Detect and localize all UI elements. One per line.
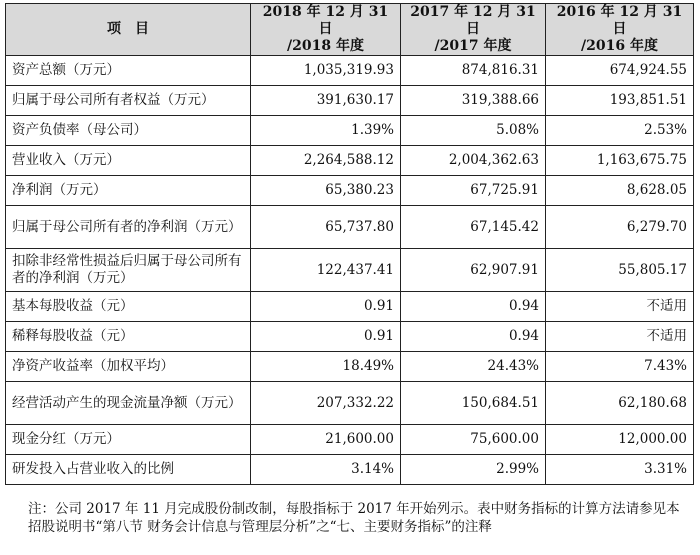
cell-value: 0.91: [251, 292, 401, 322]
row-label: 归属于母公司所有者权益（万元）: [6, 86, 251, 116]
table-row: [6, 116, 694, 146]
cell-value: 2.99%: [401, 455, 546, 485]
row-label: 资产负债率（母公司）: [6, 116, 251, 146]
cell-value: 62,907.91: [401, 249, 546, 292]
cell-value: 3.14%: [251, 455, 401, 485]
cell-value: 7.43%: [546, 352, 694, 382]
financial-indicators-table: [5, 3, 694, 485]
cell-value: 0.94: [401, 322, 546, 352]
cell-value: 75,600.00: [401, 425, 546, 455]
cell-value: 0.94: [401, 292, 546, 322]
table-row: [6, 382, 694, 425]
header-2018: 2018 年 12 月 31 日 /2018 年度: [251, 4, 401, 56]
row-label: 稀释每股收益（元）: [6, 322, 251, 352]
cell-value: 207,332.22: [251, 382, 401, 425]
header-2016: 2016 年 12 月 31 日 /2016 年度: [546, 4, 694, 56]
cell-value: 5.08%: [401, 116, 546, 146]
cell-value: 1.39%: [251, 116, 401, 146]
row-label: 资产总额（万元）: [6, 56, 251, 86]
cell-value: 3.31%: [546, 455, 694, 485]
cell-value: 不适用: [546, 292, 694, 322]
table-row: [6, 176, 694, 206]
cell-value: 0.91: [251, 322, 401, 352]
table-row: [6, 206, 694, 249]
table-row: [6, 86, 694, 116]
cell-value: 2,004,362.63: [401, 146, 546, 176]
cell-value: 674,924.55: [546, 56, 694, 86]
cell-value: 8,628.05: [546, 176, 694, 206]
cell-value: 62,180.68: [546, 382, 694, 425]
cell-value: 24.43%: [401, 352, 546, 382]
row-label: 净资产收益率（加权平均）: [6, 352, 251, 382]
cell-value: 12,000.00: [546, 425, 694, 455]
cell-value: 21,600.00: [251, 425, 401, 455]
cell-value: 1,035,319.93: [251, 56, 401, 86]
table-row: [6, 425, 694, 455]
cell-value: 2,264,588.12: [251, 146, 401, 176]
table-row: [6, 455, 694, 485]
header-row: [6, 4, 694, 56]
row-label: 营业收入（万元）: [6, 146, 251, 176]
cell-value: 67,145.42: [401, 206, 546, 249]
table-row: [6, 322, 694, 352]
table-row: [6, 249, 694, 292]
row-label: 基本每股收益（元）: [6, 292, 251, 322]
cell-value: 67,725.91: [401, 176, 546, 206]
cell-value: 391,630.17: [251, 86, 401, 116]
table-row: [6, 146, 694, 176]
cell-value: 150,684.51: [401, 382, 546, 425]
cell-value: 1,163,675.75: [546, 146, 694, 176]
cell-value: 122,437.41: [251, 249, 401, 292]
cell-value: 不适用: [546, 322, 694, 352]
row-label: 经营活动产生的现金流量净额（万元）: [6, 382, 251, 425]
header-item: 项 目: [6, 4, 251, 56]
cell-value: 319,388.66: [401, 86, 546, 116]
table-row: [6, 352, 694, 382]
table-row: [6, 292, 694, 322]
header-2017: 2017 年 12 月 31 日 /2017 年度: [401, 4, 546, 56]
cell-value: 2.53%: [546, 116, 694, 146]
row-label: 净利润（万元）: [6, 176, 251, 206]
cell-value: 18.49%: [251, 352, 401, 382]
row-label: 归属于母公司所有者的净利润（万元）: [6, 206, 251, 249]
table-footnote: 注：公司 2017 年 11 月完成股份制改制，每股指标于 2017 年开始列示。表中财务指标的计算方法请参见本招股说明书“第八节 财务会计信息与管理层分析”之“七、主要财务指标”的注释: [28, 501, 680, 535]
cell-value: 55,805.17: [546, 249, 694, 292]
cell-value: 193,851.51: [546, 86, 694, 116]
cell-value: 6,279.70: [546, 206, 694, 249]
table-row: [6, 56, 694, 86]
row-label: 研发投入占营业收入的比例: [6, 455, 251, 485]
row-label: 扣除非经常性损益后归属于母公司所有者的净利润（万元）: [6, 249, 251, 292]
cell-value: 65,380.23: [251, 176, 401, 206]
cell-value: 874,816.31: [401, 56, 546, 86]
cell-value: 65,737.80: [251, 206, 401, 249]
row-label: 现金分红（万元）: [6, 425, 251, 455]
